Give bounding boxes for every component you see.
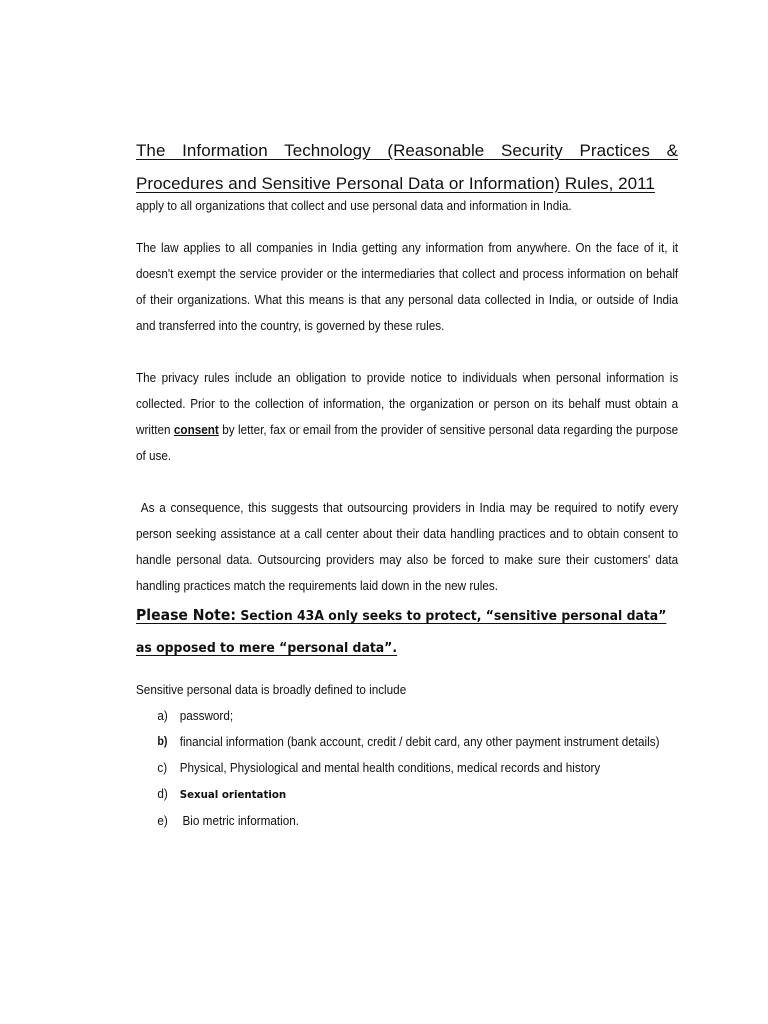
- document-title: The Information Technology (Reasonable Security Practices & Procedures and Sensitive Personal Data or Information) Rules, 2011: [136, 141, 678, 193]
- list-marker: c): [157, 761, 168, 775]
- paragraph-law-applies: The law applies to all companies in India getting any information from anywhere. On the face of it, it doesn't exempt the service provider or the intermediaries that collect and process information on behalf of their organizations. What this means is that any personal data collected in India, or outside of India and transferred into the country, is governed by these rules.: [136, 241, 679, 333]
- list-item-text: financial information (bank account, credit / debit card, any other payment instrument details): [179, 735, 660, 749]
- list-marker: a): [157, 709, 168, 723]
- list-item: [136, 729, 678, 755]
- list-marker: e): [157, 814, 168, 828]
- list-item: [136, 808, 678, 834]
- list-marker: d): [157, 787, 168, 801]
- sensitive-data-list: [136, 703, 678, 834]
- paragraph-consequence: [136, 495, 678, 599]
- list-item-text: password;: [179, 709, 234, 723]
- list-item-text: Physical, Physiological and mental health conditions, medical records and history: [179, 761, 601, 775]
- paragraph-privacy-rules: [136, 365, 678, 469]
- intro-text: apply to all organizations that collect and use personal data and information in India.: [136, 199, 572, 213]
- list-item-text: Sexual orientation: [179, 788, 287, 801]
- please-note-text: Section 43A only seeks to protect, “sensitive personal data” as opposed to mere “personal data”.: [136, 609, 667, 656]
- list-item-text: Bio metric information.: [182, 814, 300, 828]
- list-marker: b): [157, 736, 168, 748]
- paragraph-consequence-text: As a consequence, this suggests that outsourcing providers in India may be required to notify every person seeking assistance at a call center about their data handling practices and to obtain consent to handle personal data. Outsourcing providers may also be forced to make sure their customers' data handling practices match the requirements laid down in the new rules.: [136, 501, 679, 593]
- please-note-lead: Please Note:: [136, 606, 237, 624]
- consent-emphasis: consent: [173, 423, 219, 437]
- list-item: [136, 703, 678, 729]
- list-intro: Sensitive personal data is broadly defined to include: [136, 683, 407, 697]
- list-item: [136, 781, 678, 808]
- please-note: [136, 599, 681, 665]
- paragraph-privacy-rules-start: The privacy rules include an obligation to provide notice to individuals when personal information is collected. Prior to the collection of information, the organization or person on its behalf must obtain a written: [136, 371, 679, 437]
- paragraph-privacy-rules-end: by letter, fax or email from the provider of sensitive personal data regarding the purpose of use.: [136, 423, 679, 463]
- document-page: [136, 134, 678, 834]
- list-item: [136, 755, 678, 781]
